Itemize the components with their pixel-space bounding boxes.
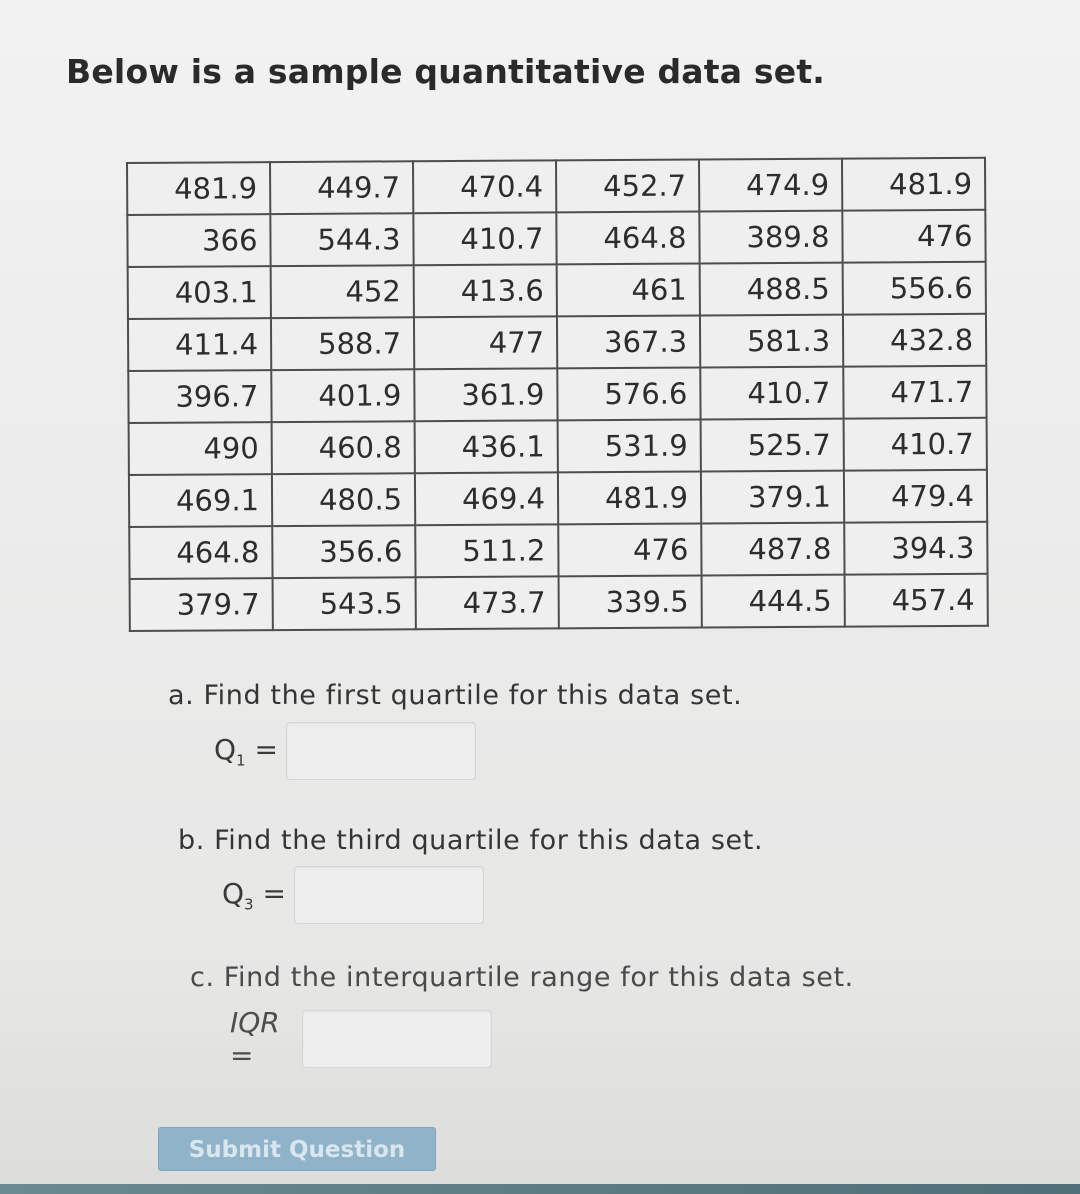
table-cell: 481.9 xyxy=(842,158,985,211)
table-cell: 452 xyxy=(271,265,414,318)
table-cell: 396.7 xyxy=(128,370,271,423)
table-cell: 444.5 xyxy=(702,575,845,628)
table-cell: 401.9 xyxy=(271,369,414,422)
q3-answer-input[interactable] xyxy=(294,866,484,924)
table-cell: 511.2 xyxy=(415,524,558,577)
table-cell: 473.7 xyxy=(416,576,559,629)
table-cell: 356.6 xyxy=(272,525,415,578)
iqr-label-eq: = xyxy=(230,1039,254,1072)
answer-row-q1 xyxy=(214,722,476,780)
table-cell: 432.8 xyxy=(843,314,986,367)
submit-question-button[interactable]: Submit Question xyxy=(158,1127,436,1171)
table-cell: 464.8 xyxy=(129,526,272,579)
table-cell: 460.8 xyxy=(272,421,415,474)
table-cell: 543.5 xyxy=(273,577,416,630)
q3-label-sub: 3 xyxy=(244,895,254,914)
screen-bottom-edge xyxy=(0,1184,1080,1194)
table-cell: 457.4 xyxy=(845,574,988,627)
question-intro: Below is a sample quantitative data set. xyxy=(66,52,826,91)
table-cell: 461 xyxy=(557,263,700,316)
question-b-text: b. Find the third quartile for this data set. xyxy=(178,825,764,856)
table-cell: 476 xyxy=(558,523,701,576)
table-cell: 367.3 xyxy=(557,315,700,368)
table-cell: 481.9 xyxy=(127,162,270,215)
table-cell: 479.4 xyxy=(844,470,987,523)
answer-row-q3 xyxy=(222,866,484,924)
data-table xyxy=(126,157,989,632)
table-cell: 366 xyxy=(127,214,270,267)
data-table-body xyxy=(127,158,988,631)
table-row xyxy=(129,418,987,475)
iqr-label xyxy=(230,1006,300,1072)
table-cell: 581.3 xyxy=(700,315,843,368)
table-cell: 469.1 xyxy=(129,474,272,527)
question-a-text: a. Find the first quartile for this data set. xyxy=(168,680,743,711)
table-cell: 487.8 xyxy=(701,523,844,576)
table-cell: 477 xyxy=(414,316,557,369)
table-cell: 410.7 xyxy=(413,212,556,265)
q3-label-letter: Q xyxy=(222,876,245,910)
iqr-label-text: IQR xyxy=(230,1006,280,1039)
q3-label xyxy=(222,877,292,914)
q1-label-letter: Q xyxy=(214,732,237,766)
question-c-text: c. Find the interquartile range for this data set. xyxy=(190,962,854,993)
table-cell: 470.4 xyxy=(413,160,556,213)
iqr-answer-input[interactable] xyxy=(302,1010,492,1068)
table-cell: 403.1 xyxy=(128,266,271,319)
table-cell: 410.7 xyxy=(844,418,987,471)
q1-answer-input[interactable] xyxy=(286,722,476,780)
table-cell: 544.3 xyxy=(270,213,413,266)
table-cell: 588.7 xyxy=(271,317,414,370)
q1-label-eq: = xyxy=(245,732,278,766)
table-cell: 476 xyxy=(842,210,985,263)
table-cell: 394.3 xyxy=(844,522,987,575)
table-cell: 576.6 xyxy=(557,367,700,420)
table-cell: 339.5 xyxy=(559,575,702,628)
table-cell: 469.4 xyxy=(415,472,558,525)
table-cell: 449.7 xyxy=(270,161,413,214)
table-cell: 379.7 xyxy=(130,578,273,631)
q3-label-eq: = xyxy=(253,876,286,910)
table-cell: 410.7 xyxy=(700,367,843,420)
table-row xyxy=(128,366,986,423)
table-cell: 452.7 xyxy=(556,159,699,212)
table-cell: 474.9 xyxy=(699,159,842,212)
table-row xyxy=(128,314,986,371)
table-cell: 413.6 xyxy=(414,264,557,317)
table-cell: 389.8 xyxy=(699,211,842,264)
table-cell: 525.7 xyxy=(701,419,844,472)
table-cell: 481.9 xyxy=(558,471,701,524)
table-row xyxy=(129,470,987,527)
table-cell: 488.5 xyxy=(700,263,843,316)
q1-label xyxy=(214,733,284,770)
table-row xyxy=(127,158,985,215)
answer-row-iqr xyxy=(230,1006,492,1072)
table-cell: 411.4 xyxy=(128,318,271,371)
table-cell: 556.6 xyxy=(843,262,986,315)
table-row xyxy=(130,574,988,631)
table-row xyxy=(129,522,987,579)
table-cell: 464.8 xyxy=(556,211,699,264)
table-row xyxy=(127,210,985,267)
q1-label-sub: 1 xyxy=(236,751,246,770)
table-cell: 471.7 xyxy=(843,366,986,419)
table-cell: 480.5 xyxy=(272,473,415,526)
table-cell: 361.9 xyxy=(414,368,557,421)
table-cell: 436.1 xyxy=(415,420,558,473)
table-cell: 490 xyxy=(129,422,272,475)
table-row xyxy=(128,262,986,319)
table-cell: 531.9 xyxy=(558,419,701,472)
table-cell: 379.1 xyxy=(701,471,844,524)
